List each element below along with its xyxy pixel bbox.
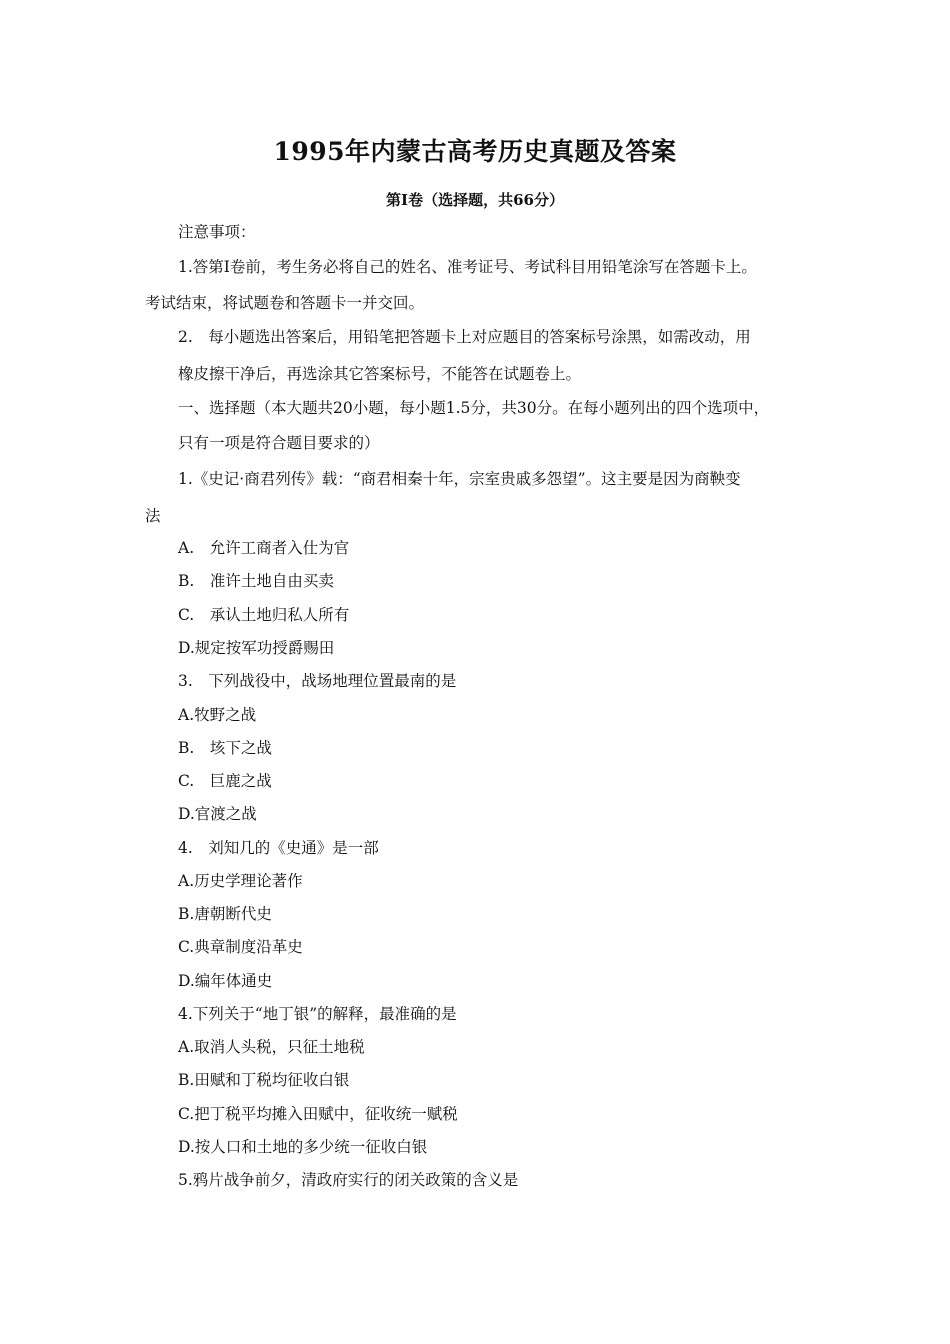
question-5-stem: 5.鸦片战争前夕，清政府实行的闭关政策的含义是 [178,1171,519,1189]
question-4b-option-c: C.把丁税平均摊入田赋中，征收统一赋税 [178,1105,458,1123]
notice-heading: 注意事项： [178,223,256,241]
notice-item-2-cont: 橡皮擦干净后，再选涂其它答案标号，不能答在试题卷上。 [178,365,582,383]
question-4-option-b: B.唐朝断代史 [178,905,272,923]
question-3-option-d: D.官渡之战 [178,805,257,823]
question-3-option-a: A.牧野之战 [178,706,257,724]
section-instructions: 一、选择题（本大题共20小题，每小题1.5分，共30分。在每小题列出的四个选项中， [178,399,770,417]
notice-item-1-cont: 考试结束，将试题卷和答题卡一并交回。 [145,294,425,312]
section-heading: 第Ⅰ卷（选择题，共66分） [386,191,564,209]
question-4-stem: 4. 刘知几的《史通》是一部 [178,839,379,857]
question-1-option-c: C. 承认土地归私人所有 [178,606,350,624]
question-4b-option-b: B.田赋和丁税均征收白银 [178,1071,350,1089]
question-4b-option-d: D.按人口和土地的多少统一征收白银 [178,1138,428,1156]
question-1-option-b: B. 准许土地自由买卖 [178,572,334,590]
notice-item-2: 2. 每小题选出答案后，用铅笔把答题卡上对应题目的答案标号涂黑，如需改动，用 [178,328,751,346]
question-3-option-b: B. 垓下之战 [178,739,272,757]
question-1-stem-cont: 法 [145,507,161,525]
document-title: 1995年内蒙古高考历史真题及答案 [273,137,677,166]
question-1-stem: 1.《史记·商君列传》载：“商君相秦十年，宗室贵戚多怨望”。这主要是因为商鞅变 [178,470,741,488]
question-4b-option-a: A.取消人头税，只征土地税 [178,1038,365,1056]
question-1-option-a: A. 允许工商者入仕为官 [178,539,350,557]
question-3-stem: 3. 下列战役中，战场地理位置最南的是 [178,672,457,690]
question-1-option-d: D.规定按军功授爵赐田 [178,639,335,657]
question-4b-stem: 4.下列关于“地丁银”的解释，最准确的是 [178,1005,457,1023]
question-4-option-c: C.典章制度沿革史 [178,938,303,956]
section-instructions-cont: 只有一项是符合题目要求的） [178,434,380,452]
question-4-option-a: A.历史学理论著作 [178,872,303,890]
question-3-option-c: C. 巨鹿之战 [178,772,272,790]
question-4-option-d: D.编年体通史 [178,972,273,990]
notice-item-1: 1.答第Ⅰ卷前，考生务必将自己的姓名、准考证号、考试科目用铅笔涂写在答题卡上。 [178,258,757,276]
